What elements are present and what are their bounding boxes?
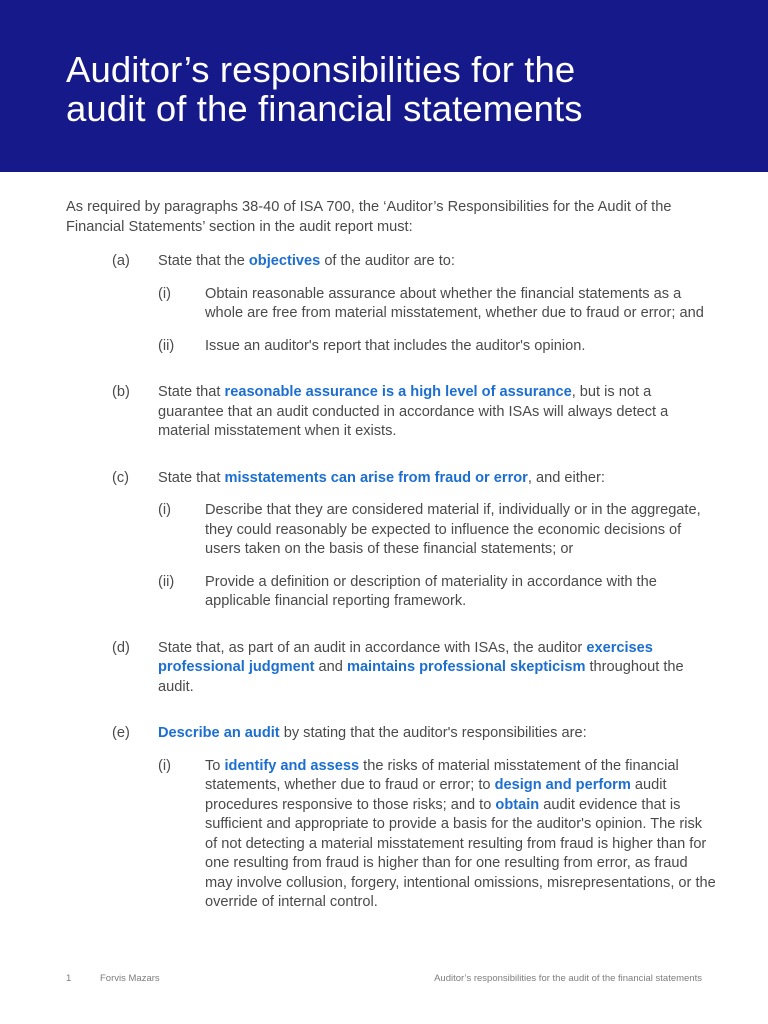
item-text: State that the [158, 253, 249, 269]
highlight-term: Describe an audit [158, 725, 280, 741]
document-body [66, 198, 716, 913]
sub-item-text: audit evidence that is sufficient and appropriate to provide a basis for the auditor's opinion. The risk of not detecting a material misstatement resulting from fraud is higher than for one resulting from fraud is higher than for one resulting from error, as fraud may involve collusion, forgery, intentional omissions, misrepresentations, or the override of internal control. [205, 796, 716, 910]
sub-marker: (ii) [158, 337, 175, 354]
highlight-term: misstatements can arise from fraud or error [224, 469, 528, 486]
item-text: and [314, 659, 347, 675]
list-marker: (a) [112, 253, 130, 269]
sub-item-text: To [205, 757, 225, 774]
highlight-term: design and perform [494, 777, 631, 793]
sub-marker: (i) [158, 502, 171, 518]
sub-item-text: Describe that they are considered material if, individually or in the aggregate, they could reasonably be expected to influence the economic decisions of users taken on the basis of these financial statements; or [205, 502, 701, 557]
list-marker: (e) [112, 725, 130, 741]
list-marker: (d) [112, 639, 130, 656]
item-text: , but is not a guarantee that an audit conducted in accordance with ISAs will always detect a material misstatement when it exists. [158, 384, 669, 439]
list-marker: (c) [112, 469, 130, 486]
item-text: by stating that the auditor's responsibilities are: [279, 725, 587, 741]
highlight-term: reasonable assurance is a high level of assurance [224, 384, 572, 400]
list-item-c [66, 469, 716, 489]
item-text: , and either: [527, 469, 605, 486]
sub-marker: (ii) [158, 573, 175, 590]
list-marker: (b) [112, 384, 130, 400]
highlight-term: identify and assess [224, 757, 360, 774]
page-title-line-2: audit of the financial statements [66, 88, 583, 129]
sub-marker: (i) [158, 757, 171, 774]
footer-title: Auditor’s responsibilities for the audit of the financial statements [434, 973, 702, 984]
item-text: throughout the audit. [158, 659, 684, 695]
sub-item-text: the risks of material misstatement of the financial statements, whether due to fraud or error; to [205, 757, 679, 793]
footer-brand: Forvis Mazars [100, 973, 160, 984]
sub-marker: (i) [158, 285, 171, 302]
highlight-term: maintains professional skepticism [346, 659, 586, 675]
sub-item-a-i [66, 285, 716, 324]
sub-item-a-ii [66, 337, 716, 357]
sub-item-text: Issue an auditor's report that includes the auditor's opinion. [205, 337, 586, 354]
sub-item-text: Obtain reasonable assurance about whether the financial statements as a whole are free from material misstatement, whether due to fraud or error; and [205, 285, 704, 321]
list-item-d [66, 639, 716, 698]
item-text: State that, as part of an audit in accordance with ISAs, the auditor [158, 639, 587, 656]
sub-item-c-i [66, 501, 716, 560]
list-item-a [66, 252, 716, 272]
sub-item-e-i [66, 757, 716, 913]
intro-paragraph: As required by paragraphs 38-40 of ISA 700, the ‘Auditor’s Responsibilities for the Audit of the Financial Statements’ section in the audit report must: [66, 199, 672, 235]
list-item-e [66, 724, 716, 744]
page-title [66, 50, 726, 128]
sub-item-c-ii [66, 573, 716, 612]
sub-item-text: audit procedures responsive to those risks; and to [205, 777, 667, 813]
page-title-line-1: Auditor’s responsibilities for the [66, 49, 576, 90]
highlight-term: obtain [495, 796, 540, 813]
item-text: of the auditor are to: [320, 253, 455, 269]
item-text: State that [158, 469, 225, 486]
highlight-term: objectives [248, 253, 321, 269]
page-number: 1 [66, 973, 72, 984]
item-text: State that [158, 384, 225, 400]
sub-item-text: Provide a definition or description of materiality in accordance with the applicable financial reporting framework. [205, 573, 657, 609]
highlight-term: exercises professional judgment [158, 639, 653, 675]
list-item-b [66, 383, 716, 442]
